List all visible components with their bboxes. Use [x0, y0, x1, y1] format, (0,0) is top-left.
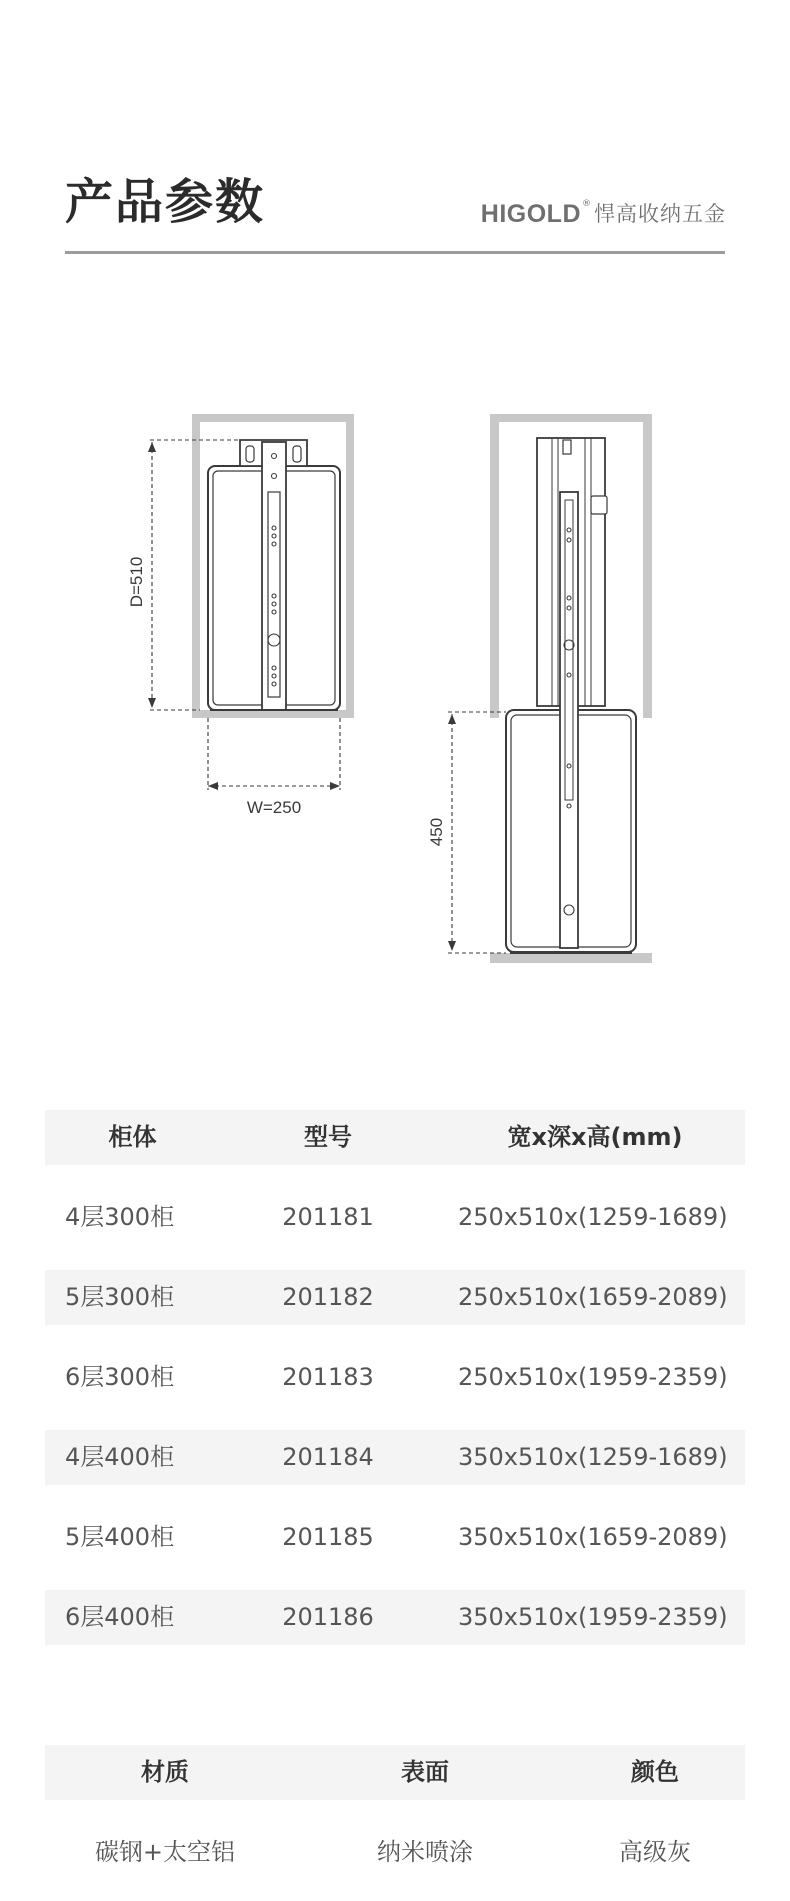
model-cell: 201184 — [282, 1443, 374, 1471]
spec-header-dimensions: 宽x深x高(mm) — [507, 1123, 683, 1151]
dimensions-cell: 250x510x(1659-2089) — [458, 1283, 728, 1311]
top-view-diagram — [127, 414, 354, 817]
spec-table-header — [45, 1110, 745, 1165]
cabinet-cell: 5层400柜 — [65, 1523, 175, 1551]
material-header-surface: 表面 — [401, 1758, 449, 1786]
spec-table — [45, 1110, 745, 1645]
table-row — [45, 1430, 745, 1485]
brand-mark: HIGOLD — [480, 200, 581, 228]
height-label: 450 — [427, 817, 446, 847]
width-label: W=250 — [246, 798, 302, 817]
surface-cell: 纳米喷涂 — [377, 1838, 473, 1866]
material-table-header — [45, 1745, 745, 1800]
spec-header-cabinet: 柜体 — [108, 1123, 157, 1151]
material-header-material: 材质 — [141, 1758, 189, 1786]
brand-name-cn: 悍高收纳五金 — [594, 202, 726, 226]
table-row — [45, 1590, 745, 1645]
model-cell: 201181 — [282, 1203, 374, 1231]
dimensions-cell: 350x510x(1259-1689) — [458, 1443, 728, 1471]
model-cell: 201186 — [282, 1603, 374, 1631]
dimensions-cell: 250x510x(1259-1689) — [458, 1203, 728, 1231]
depth-label: D=510 — [127, 556, 146, 608]
material-table — [45, 1745, 745, 1880]
page-title: 产品参数 — [65, 174, 266, 230]
table-row — [45, 1270, 745, 1325]
table-row — [45, 1190, 745, 1245]
dimensions-cell: 350x510x(1659-2089) — [458, 1523, 728, 1551]
model-cell: 201183 — [282, 1363, 374, 1391]
dimensions-cell: 350x510x(1959-2359) — [458, 1603, 728, 1631]
material-cell: 碳钢+太空铝 — [94, 1838, 236, 1866]
side-view-diagram — [427, 414, 652, 963]
model-cell: 201182 — [282, 1283, 374, 1311]
cabinet-cell: 4层300柜 — [65, 1203, 175, 1231]
spec-header-model: 型号 — [304, 1123, 352, 1151]
cabinet-cell: 6层400柜 — [65, 1603, 175, 1631]
brand-registered: ® — [582, 199, 591, 209]
cabinet-cell: 5层300柜 — [65, 1283, 175, 1311]
cabinet-cell: 4层400柜 — [65, 1443, 175, 1471]
table-row — [45, 1825, 745, 1880]
table-row — [45, 1510, 745, 1565]
dimensions-cell: 250x510x(1959-2359) — [458, 1363, 728, 1391]
table-row — [45, 1350, 745, 1405]
model-cell: 201185 — [282, 1523, 374, 1551]
slide-rail-extended — [560, 492, 578, 948]
material-header-color: 颜色 — [631, 1758, 679, 1786]
cabinet-cell: 6层300柜 — [65, 1363, 175, 1391]
color-cell: 高级灰 — [619, 1838, 691, 1866]
